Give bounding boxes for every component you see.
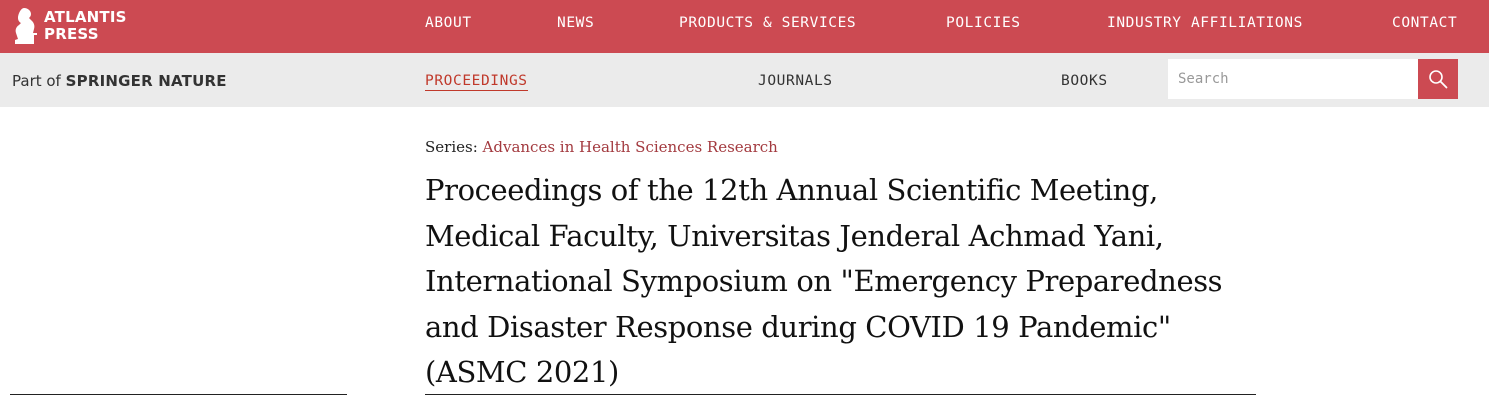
page-title: Proceedings of the 12th Annual Scientific Meeting, Medical Faculty, Universitas Jenderal Achmad Yani, International Symposium on "Emergency Preparedness and Disaster Response during COVID 19 Pandemic" (ASMC 2021)	[425, 173, 1223, 389]
springer-nature-logo: SPRINGER NATURE	[65, 72, 227, 90]
nav-products-services[interactable]: PRODUCTS & SERVICES	[679, 15, 857, 31]
nav-news[interactable]: NEWS	[557, 15, 595, 31]
subnav-journals[interactable]: JOURNALS	[758, 73, 833, 89]
logo-line-2: PRESS	[44, 25, 99, 43]
logo-line-1: ATLANTIS	[44, 8, 127, 26]
series-label: Series:	[425, 138, 478, 156]
series-line	[425, 138, 778, 156]
top-navigation-bar	[0, 0, 1489, 53]
nav-contact[interactable]: CONTACT	[1392, 15, 1458, 31]
search-button[interactable]	[1418, 59, 1458, 99]
search-icon	[1428, 69, 1448, 89]
nav-industry-affiliations[interactable]: INDUSTRY AFFILIATIONS	[1107, 15, 1303, 31]
subnav-books[interactable]: BOOKS	[1061, 73, 1108, 89]
search-input[interactable]	[1168, 59, 1418, 99]
springer-nature-affiliation[interactable]	[12, 72, 227, 90]
secondary-navigation-bar	[0, 53, 1489, 107]
title-divider	[425, 394, 1256, 395]
series-link[interactable]: Advances in Health Sciences Research	[482, 138, 778, 156]
nav-policies[interactable]: POLICIES	[946, 15, 1021, 31]
left-divider	[10, 394, 347, 395]
subnav-proceedings[interactable]: PROCEEDINGS	[425, 73, 528, 89]
nav-about[interactable]: ABOUT	[425, 15, 472, 31]
part-of-label: Part of	[12, 72, 61, 90]
thinker-logo-icon	[12, 6, 40, 46]
atlantis-press-logo[interactable]	[12, 4, 142, 48]
